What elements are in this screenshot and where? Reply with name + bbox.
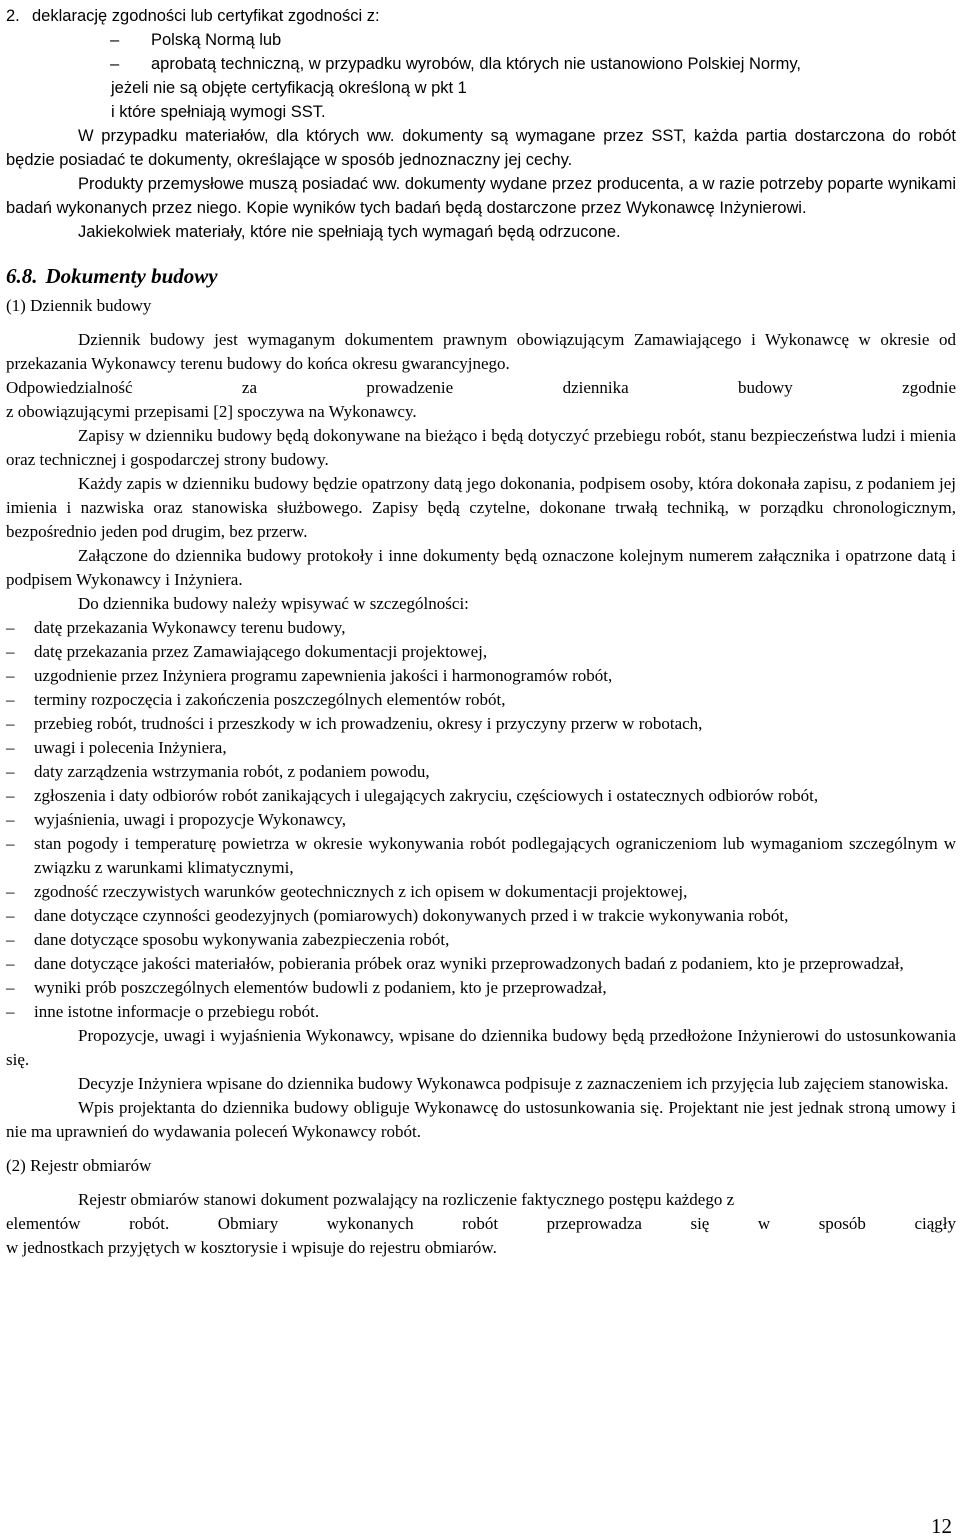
sub-item-text: aprobatą techniczną, w przypadku wyrobów, dla których nie ustanowiono Polskiej Normy, <box>151 55 801 73</box>
paragraph: Decyzje Inżyniera wpisane do dziennika budowy Wykonawca podpisuje z zaznaczeniem ich przyjęcia lub zajęciem stanowiska. <box>78 1074 949 1093</box>
list-item-text: zgodność rzeczywistych warunków geotechnicznych z ich opisem w dokumentacji projektowej, <box>34 882 688 901</box>
list-item-text: uzgodnienie przez Inżyniera programu zapewnienia jakości i harmonogramów robót, <box>34 666 613 685</box>
section-title: Dokumenty budowy <box>45 264 218 288</box>
list-item-text: deklarację zgodności lub certyfikat zgodności z: <box>32 7 380 25</box>
sub-list-item <box>6 52 956 76</box>
list-item-text: przebieg robót, trudności i przeszkody w ich prowadzeniu, okresy i przyczyny przerw w robotach, <box>34 714 703 733</box>
list-item-text: stan pogody i temperaturę powietrza w okresie wykonywania robót podlegających ograniczeniom lub wymaganiom szczególnym w związku z warunkami klimatycznymi, <box>34 834 956 877</box>
list-item-text: terminy rozpoczęcia i zakończenia poszczególnych elementów robót, <box>34 690 506 709</box>
list-item-text: dane dotyczące jakości materiałów, pobierania próbek oraz wyniki przeprowadzonych badań z podaniem, kto je przeprowadzał, <box>34 954 904 973</box>
dash-glyph: – <box>6 618 15 637</box>
section-number: 6.8. <box>6 264 38 288</box>
list-item <box>6 784 956 808</box>
list-item-text: datę przekazania przez Zamawiającego dokumentacji projektowej, <box>34 642 488 661</box>
list-item <box>6 808 956 832</box>
section-heading <box>6 262 956 290</box>
dash-glyph: – <box>6 666 15 685</box>
dash-glyph: – <box>6 690 15 709</box>
list-item-text: daty zarządzenia wstrzymania robót, z podaniem powodu, <box>34 762 430 781</box>
paragraph: Dziennik budowy jest wymaganym dokumentem prawnym obowiązującym Zamawiającego i Wykonawcę w okresie od przekazania Wykonawcy terenu budowy do końca okresu gwarancyjnego. <box>6 330 956 373</box>
dash-glyph: – <box>6 714 15 733</box>
dash-glyph: – <box>6 882 15 901</box>
list-item <box>6 880 956 904</box>
dash-glyph: – <box>110 31 120 49</box>
list-item <box>6 904 956 928</box>
paragraph: Każdy zapis w dzienniku budowy będzie opatrzony datą jego dokonania, podpisem osoby, która dokonała zapisu, z podaniem jej imienia i nazwiska oraz stanowiska służbowego. Zapisy będą czytelne, dokonane trwałą techniką, w porządku chronologicznym, bezpośrednio jeden pod drugim, bez przerw. <box>6 474 956 541</box>
list-item-text: dane dotyczące sposobu wykonywania zabezpieczenia robót, <box>34 930 450 949</box>
dash-glyph: – <box>6 834 15 853</box>
paragraph: Zapisy w dzienniku budowy będą dokonywane na bieżąco i będą dotyczyć przebiegu robót, stanu bezpieczeństwa ludzi i mienia oraz technicznej i gospodarczej strony budowy. <box>6 426 956 469</box>
dash-glyph: – <box>6 810 15 829</box>
dash-glyph: – <box>6 762 15 781</box>
list-item-text: datę przekazania Wykonawcy terenu budowy, <box>34 618 346 637</box>
dash-glyph: – <box>6 954 15 973</box>
paragraph-line: z obowiązującymi przepisami [2] spoczywa na Wykonawcy. <box>6 402 417 421</box>
paragraph-products: Produkty przemysłowe muszą posiadać ww. dokumenty wydane przez producenta, a w razie potrzeby poparte wynikami badań wykonanych przez niego. Kopie wyników tych badań będą dostarczone przez Wykonawcę Inżynierowi. <box>6 175 956 217</box>
list-item <box>6 664 956 688</box>
list-item <box>6 832 956 880</box>
list-item <box>6 976 956 1000</box>
list-item <box>6 4 956 28</box>
document-page <box>6 4 956 1260</box>
sub-item-continuation: i które spełniają wymogi SST. <box>111 103 326 121</box>
dash-glyph: – <box>6 906 15 925</box>
list-item-text: wyjaśnienia, uwagi i propozycje Wykonawcy, <box>34 810 346 829</box>
paragraph-materials: W przypadku materiałów, dla których ww. dokumenty są wymagane przez SST, każda partia dostarczona do robót będzie posiadać te dokumenty, określające w sposób jednoznaczny jej cechy. <box>6 127 956 169</box>
dash-glyph: – <box>6 978 15 997</box>
list-item-text: zgłoszenia i daty odbiorów robót zanikających i ulegających zakryciu, częściowych i ostatecznych odbiorów robót, <box>34 786 819 805</box>
dash-glyph: – <box>6 930 15 949</box>
subsection-title: (2) Rejestr obmiarów <box>6 1156 152 1175</box>
list-item <box>6 760 956 784</box>
paragraph-rejected: Jakiekolwiek materiały, które nie spełniają tych wymagań będą odrzucone. <box>78 223 621 241</box>
dash-glyph: – <box>6 738 15 757</box>
sub-item-continuation: jeżeli nie są objęte certyfikacją określoną w pkt 1 <box>111 79 467 97</box>
list-item-number: 2. <box>6 7 20 25</box>
top-list <box>6 4 956 124</box>
list-item <box>6 688 956 712</box>
list-item <box>6 712 956 736</box>
paragraph-line: elementów robót. Obmiary wykonanych robót przeprowadza się w sposób ciągły <box>6 1214 956 1233</box>
page-number: 12 <box>931 1514 952 1538</box>
list-item <box>6 640 956 664</box>
dash-glyph: – <box>110 55 120 73</box>
paragraph: Propozycje, uwagi i wyjaśnienia Wykonawcy, wpisane do dziennika budowy będą przedłożone Inżynierowi do ustosunkowania się. <box>6 1026 956 1069</box>
list-item <box>6 1000 956 1024</box>
subsection-title: (1) Dziennik budowy <box>6 296 152 315</box>
list-item <box>6 616 956 640</box>
list-item-text: dane dotyczące czynności geodezyjnych (pomiarowych) dokonywanych przed i w trakcie wykonywania robót, <box>34 906 789 925</box>
dash-glyph: – <box>6 642 15 661</box>
sub-list-item <box>6 28 956 52</box>
paragraph: Rejestr obmiarów stanowi dokument pozwalający na rozliczenie faktycznego postępu każdego z <box>78 1190 735 1209</box>
dash-glyph: – <box>6 786 15 805</box>
list-item-text: inne istotne informacje o przebiegu robót. <box>34 1002 320 1021</box>
list-item-text: uwagi i polecenia Inżyniera, <box>34 738 227 757</box>
dash-glyph: – <box>6 1002 15 1021</box>
list-item <box>6 736 956 760</box>
sub-item-text: Polską Normą lub <box>151 31 282 49</box>
paragraph: Załączone do dziennika budowy protokoły i inne dokumenty będą oznaczone kolejnym numerem załącznika i opatrzone datą i podpisem Wykonawcy i Inżyniera. <box>6 546 956 589</box>
list-item-text: wyniki prób poszczególnych elementów budowli z podaniem, kto je przeprowadzał, <box>34 978 607 997</box>
paragraph-line: Odpowiedzialność za prowadzenie dziennika budowy zgodnie <box>6 378 956 397</box>
list-item <box>6 928 956 952</box>
paragraph: Do dziennika budowy należy wpisywać w szczególności: <box>78 594 469 613</box>
bullet-list <box>6 616 956 1024</box>
paragraph-line: w jednostkach przyjętych w kosztorysie i wpisuje do rejestru obmiarów. <box>6 1238 497 1257</box>
paragraph: Wpis projektanta do dziennika budowy obliguje Wykonawcę do ustosunkowania się. Projektant nie jest jednak stroną umowy i nie ma uprawnień do wydawania poleceń Wykonawcy robót. <box>6 1098 956 1141</box>
list-item <box>6 952 956 976</box>
